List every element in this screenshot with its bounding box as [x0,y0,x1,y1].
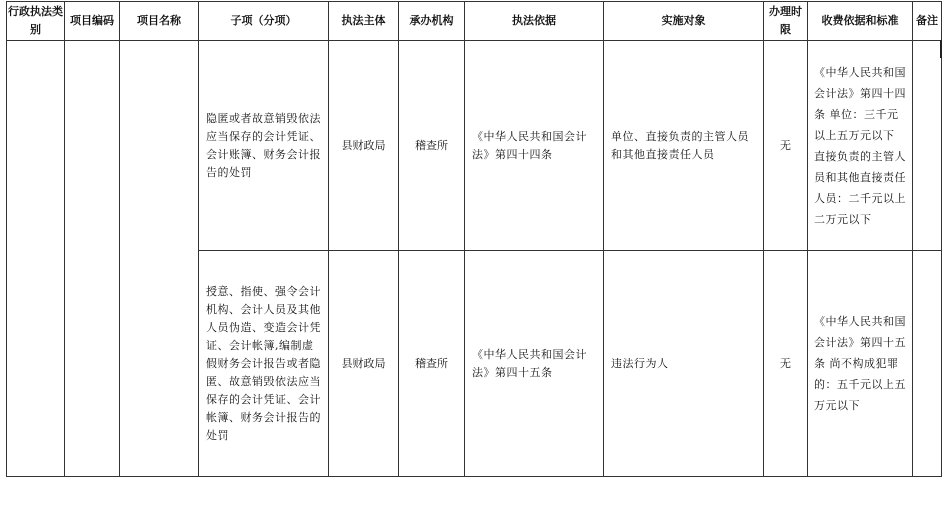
agency-cell: 稽查所 [399,41,465,251]
header-basis: 执法依据 [465,2,604,41]
enforcement-table [6,1,942,477]
category-cell [7,41,65,477]
text-cursor [940,40,942,58]
agency-cell: 稽查所 [399,251,465,477]
target-cell: 单位、直接负责的主管人员和其他直接责任人员 [604,41,764,251]
header-name: 项目名称 [120,2,199,41]
header-code: 项目编码 [65,2,120,41]
subject-cell: 县财政局 [329,251,399,477]
subitem-cell: 隐匿或者故意销毁依法应当保存的会计凭证、会计账簿、财务会计报告的处罚 [199,41,329,251]
fee-cell: 《中华人民共和国会计法》第四十四条 单位：三千元以上五万元以下 直接负责的主管人员和其他直接责任人员：二千元以上二万元以下 [808,41,913,251]
header-target: 实施对象 [604,2,764,41]
header-subject: 执法主体 [329,2,399,41]
limit-cell: 无 [764,41,808,251]
header-row [7,2,942,41]
basis-cell: 《中华人民共和国会计法》第四十五条 [465,251,604,477]
basis-cell: 《中华人民共和国会计法》第四十四条 [465,41,604,251]
subject-cell: 县财政局 [329,41,399,251]
target-cell: 违法行为人 [604,251,764,477]
header-category: 行政执法类别 [7,2,65,41]
limit-cell: 无 [764,251,808,477]
code-cell [65,41,120,477]
note-cell [913,251,942,477]
note-cell [913,41,942,251]
fee-cell: 《中华人民共和国会计法》第四十五条 尚不构成犯罪的：五千元以上五万元以下 [808,251,913,477]
header-agency: 承办机构 [399,2,465,41]
table-row [7,41,942,251]
header-subitem: 子项（分项） [199,2,329,41]
name-cell [120,41,199,477]
subitem-cell: 授意、指使、强令会计机构、会计人员及其他人员伪造、变造会计凭证、会计帐簿,编制虚假财务会计报告或者隐匿、故意销毁依法应当保存的会计凭证、会计帐簿、财务会计报告的处罚 [199,251,329,477]
header-note: 备注 [913,2,942,41]
header-limit: 办理时限 [764,2,808,41]
header-fee: 收费依据和标准 [808,2,913,41]
